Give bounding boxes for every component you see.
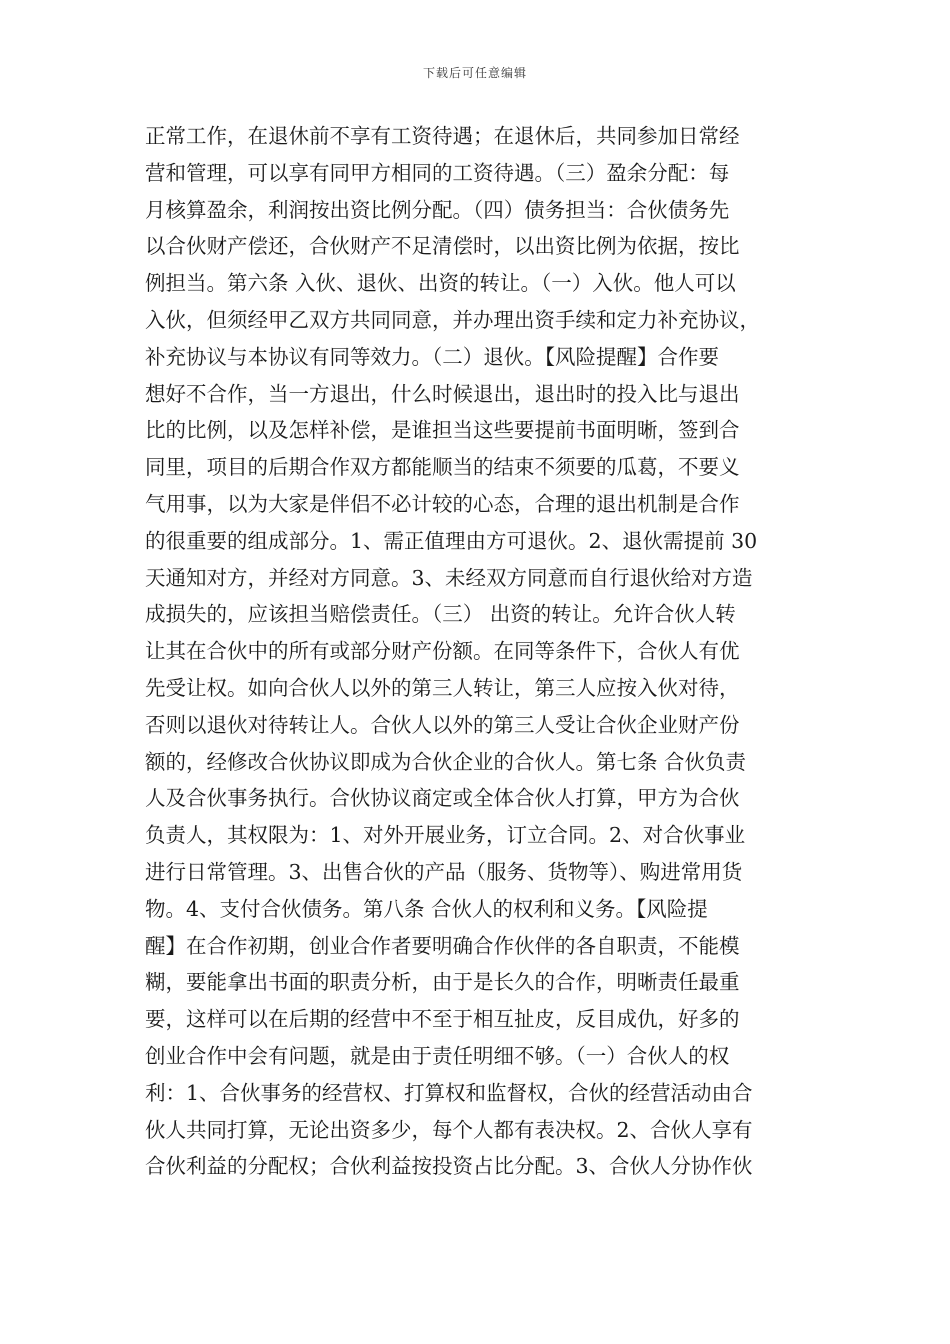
text-line: 的很重要的组成部分。1、需正值理由方可退伙。2、退伙需提前 30: [145, 528, 758, 553]
text-line: 人及合伙事务执行。合伙协议商定或全体合伙人打算，甲方为合伙: [145, 786, 740, 811]
text-line: 物。4、支付合伙债务。第八条 合伙人的权利和义务。【风险提: [145, 896, 708, 921]
text-line: 先受让权。如向合伙人以外的第三人转让，第三人应按入伙对待，: [145, 675, 740, 700]
page-header: 下载后可任意编辑: [422, 66, 527, 80]
text-line: 让其在合伙中的所有或部分财产份额。在同等条件下，合伙人有优: [145, 639, 740, 664]
text-line: 负责人，其权限为：1、对外开展业务，订立合同。2、对合伙事业: [145, 823, 746, 848]
text-line: 否则以退伙对待转让人。合伙人以外的第三人受让合伙企业财产份: [145, 712, 740, 737]
text-line: 补充协议与本协议有同等效力。（二）退伙。【风险提醒】合作要: [145, 344, 719, 369]
text-line: 利：1、合伙事务的经营权、打算权和监督权，合伙的经营活动由合: [145, 1080, 753, 1105]
text-line: 天通知对方，并经对方同意。3、未经双方同意而自行退伙给对方造: [145, 565, 753, 590]
text-line: 比的比例，以及怎样补偿，是谁担当这些要提前书面明晰，签到合: [145, 418, 740, 443]
text-line: 以合伙财产偿还，合伙财产不足清偿时，以出资比例为依据，按比: [145, 234, 740, 259]
text-line: 额的，经修改合伙协议即成为合伙企业的合伙人。第七条 合伙负责: [145, 749, 747, 774]
text-line: 气用事，以为大家是伴侣不必计较的心态，合理的退出机制是合作: [145, 491, 740, 516]
text-line: 想好不合作，当一方退出，什么时候退出，退出时的投入比与退出: [145, 381, 740, 406]
text-line: 醒】在合作初期，创业合作者要明确合作伙伴的各自职责，不能模: [145, 933, 740, 958]
text-line: 创业合作中会有问题，就是由于责任明细不够。（一）合伙人的权: [145, 1043, 730, 1068]
text-line: 营和管理，可以享有同甲方相同的工资待遇。（三）盈余分配：每: [145, 160, 730, 185]
text-line: 糊，要能拿出书面的职责分析，由于是长久的合作，明晰责任最重: [145, 970, 740, 995]
text-line: 正常工作，在退休前不享有工资待遇；在退休后，共同参加日常经: [145, 124, 740, 148]
document-body: [145, 118, 810, 1185]
text-line: 要，这样可以在后期的经营中不至于相互扯皮，反目成仇，好多的: [145, 1007, 740, 1032]
text-line: 月核算盈余，利润按出资比例分配。（四）债务担当：合伙债务先: [145, 197, 730, 222]
text-line: 伙人共同打算，无论出资多少，每个人都有表决权。2、合伙人享有: [145, 1117, 753, 1142]
text-line: 入伙，但须经甲乙双方共同同意，并办理出资手续和定力补充协议，: [145, 307, 760, 332]
text-line: 同里，项目的后期合作双方都能顺当的结束不须要的瓜葛，不要义: [145, 455, 740, 480]
text-line: 合伙利益的分配权；合伙利益按投资占比分配。3、合伙人分协作伙: [145, 1154, 753, 1179]
text-line: 进行日常管理。3、出售合伙的产品（服务、货物等）、购进常用货: [145, 859, 743, 884]
text-line: 例担当。第六条 入伙、退伙、出资的转让。（一）入伙。他人可以: [145, 271, 736, 296]
text-line: 成损失的，应该担当赔偿责任。（三） 出资的转让。允许合伙人转: [145, 602, 736, 627]
